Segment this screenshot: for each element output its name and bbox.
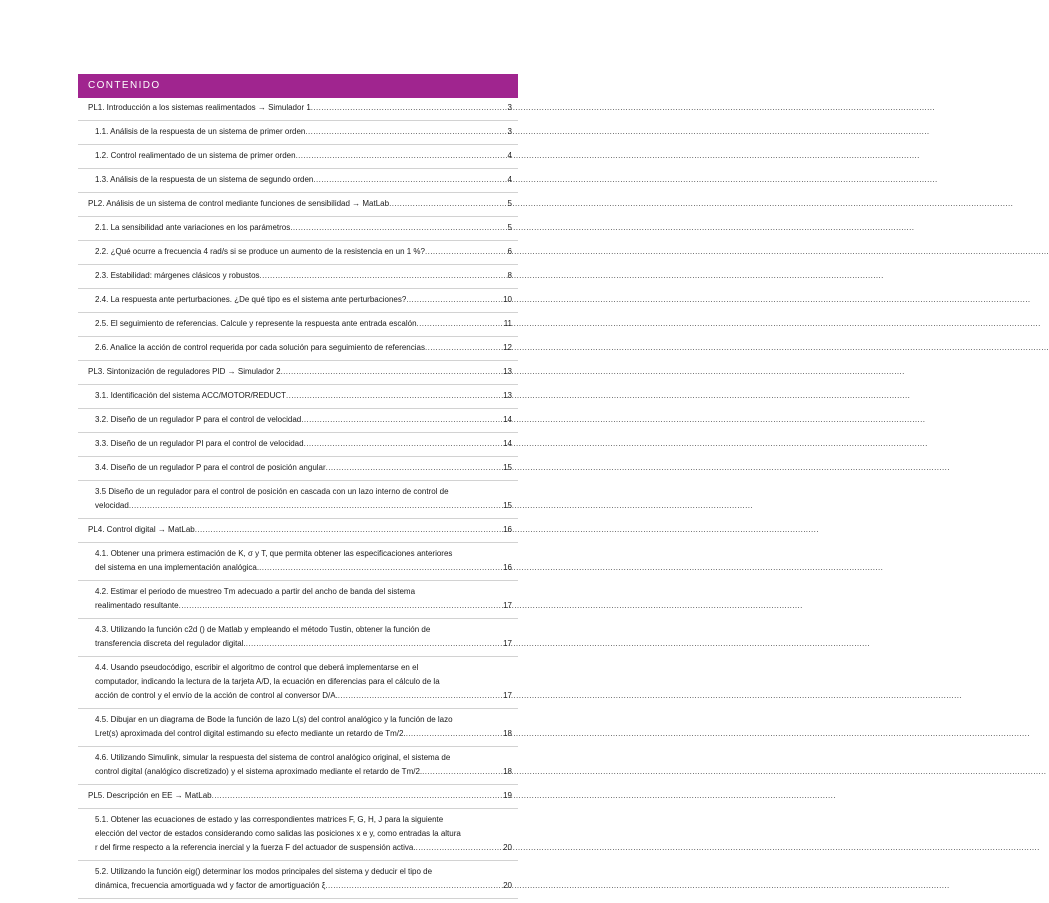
toc-section-entry[interactable] xyxy=(78,125,518,145)
dot-leader xyxy=(338,689,502,703)
toc-section-entry[interactable] xyxy=(78,245,518,265)
toc-chapter-entry[interactable] xyxy=(78,789,518,809)
toc-section-entry[interactable] xyxy=(78,547,518,581)
toc-page-number: 18 xyxy=(503,729,512,738)
toc-page-number: 13 xyxy=(503,367,512,376)
toc-section-entry[interactable] xyxy=(78,751,518,785)
toc-entry-row xyxy=(95,499,512,513)
toc-entry-row xyxy=(95,341,512,355)
toc-page-number: 16 xyxy=(503,525,512,534)
dot-leader xyxy=(406,293,502,307)
toc-page-number: 18 xyxy=(503,767,512,776)
toc-entry-row xyxy=(95,413,512,427)
dot-leader xyxy=(281,365,503,379)
toc-entry-title: 2.4. La respuesta ante perturbaciones. ¿De qué tipo es el sistema ante perturbaciones? xyxy=(95,295,407,304)
toc-section-entry[interactable] xyxy=(78,173,518,193)
dot-leader xyxy=(406,727,502,741)
toc-page-number: 5 xyxy=(507,223,512,232)
toc-entry-row xyxy=(95,437,512,451)
toc-entry-title: PL2. Análisis de un sistema de control mediante funciones de sensibilidad → MatLab xyxy=(88,199,390,208)
toc-page-number: 13 xyxy=(503,391,512,400)
toc-entry-row xyxy=(88,101,512,115)
toc-entry-row xyxy=(95,125,512,139)
toc-entry-row xyxy=(95,689,512,703)
toc-entry-row xyxy=(88,197,512,211)
toc-entry-title-line: control digital (analógico discretizado) y el sistema aproximado mediante el retardo de Tm/2. xyxy=(95,767,423,776)
toc-entry-row xyxy=(95,317,512,331)
toc-page-number: 16 xyxy=(503,563,512,572)
toc-entry-title: 1.2. Control realimentado de un sistema de primer orden xyxy=(95,151,296,160)
toc-page-number: 3 xyxy=(507,127,512,136)
dot-leader xyxy=(286,389,502,403)
toc-entry-row xyxy=(95,561,512,575)
toc-entry-title: PL5. Descripción en EE → MatLab xyxy=(88,791,212,800)
toc-entry-row xyxy=(95,461,512,475)
toc-entry-row xyxy=(95,149,512,163)
toc-section-entry[interactable] xyxy=(78,865,518,899)
toc-section-entry[interactable] xyxy=(78,623,518,657)
toc-entry-title-line: velocidad xyxy=(95,501,129,510)
table-of-contents xyxy=(78,101,518,903)
toc-section-entry[interactable] xyxy=(78,317,518,337)
toc-entry-title-line: elección del vector de estados considerando como salidas las posiciones x e y, como entradas la altura xyxy=(95,829,461,838)
toc-entry-title: 3.3. Diseño de un regulador PI para el control de velocidad xyxy=(95,439,304,448)
dot-leader xyxy=(195,523,502,537)
toc-page-number: 19 xyxy=(503,791,512,800)
toc-page-number: 3 xyxy=(507,103,512,112)
toc-page-number: 20 xyxy=(503,881,512,890)
toc-entry-title-line: 5.1. Obtener las ecuaciones de estado y las correspondientes matrices F, G, H, J para la siguiente xyxy=(95,815,444,824)
toc-page-number: 5 xyxy=(507,199,512,208)
toc-entry-title-line: r del firme respecto a la referencia inercial y la fuerza F del actuador de suspensión activa. xyxy=(95,843,416,852)
toc-section-entry[interactable] xyxy=(78,437,518,457)
dot-leader xyxy=(296,149,507,163)
toc-page-number: 14 xyxy=(503,415,512,424)
toc-entry-title-line: Lret(s) aproximada del control digital estimando su efecto mediante un retardo de Tm/2. xyxy=(95,729,406,738)
toc-entry-title: 2.6. Analice la acción de control requerida por cada solución para seguimiento de referencias xyxy=(95,343,425,352)
toc-page-number: 14 xyxy=(503,439,512,448)
toc-section-entry[interactable] xyxy=(78,813,518,861)
dot-leader xyxy=(325,879,502,893)
toc-entry-title-line: 3.5 Diseño de un regulador para el control de posición en cascada con un lazo interno de control de xyxy=(95,487,449,496)
toc-entry-row xyxy=(95,727,512,741)
toc-section-entry[interactable] xyxy=(78,485,518,519)
dot-leader xyxy=(301,413,502,427)
toc-entry-title-line: 5.2. Utilizando la función eig() determinar los modos principales del sistema y deducir el tipo de xyxy=(95,867,433,876)
toc-entry-title: 2.5. El seguimiento de referencias. Calcule y represente la respuesta ante entrada escalón xyxy=(95,319,417,328)
toc-entry-row xyxy=(95,879,512,893)
toc-section-entry[interactable] xyxy=(78,661,518,709)
dot-leader xyxy=(417,317,503,331)
contents-header: CONTENIDO xyxy=(78,74,518,98)
toc-section-entry[interactable] xyxy=(78,341,518,361)
toc-entry-row xyxy=(95,841,512,855)
toc-chapter-entry[interactable] xyxy=(78,101,518,121)
toc-page-number: 11 xyxy=(503,319,512,328)
toc-page-number: 12 xyxy=(503,343,512,352)
toc-page-number: 17 xyxy=(503,601,512,610)
toc-entry-title-line: dinámica, frecuencia amortiguada wd y factor de amortiguación ξ xyxy=(95,881,326,890)
toc-section-entry[interactable] xyxy=(78,461,518,481)
toc-page-number: 10 xyxy=(503,295,512,304)
dot-leader xyxy=(212,789,502,803)
toc-page-number: 20 xyxy=(503,843,512,852)
dot-leader xyxy=(305,125,506,139)
toc-entry-title: 1.1. Análisis de la respuesta de un sistema de primer orden xyxy=(95,127,306,136)
toc-page-number: 4 xyxy=(507,175,512,184)
toc-entry-title: 1.3. Análisis de la respuesta de un sistema de segundo orden xyxy=(95,175,314,184)
dot-leader xyxy=(259,561,502,575)
dot-leader xyxy=(313,173,506,187)
toc-entry-title-line: 4.4. Usando pseudocódigo, escribir el algoritmo de control que deberá implementarse en el xyxy=(95,663,419,672)
toc-section-entry[interactable] xyxy=(78,389,518,409)
toc-entry-title-line: del sistema en una implementación analógica. xyxy=(95,563,260,572)
toc-entry-row xyxy=(95,269,512,283)
dot-leader xyxy=(416,841,502,855)
dot-leader xyxy=(326,461,502,475)
toc-entry-title-line: transferencia discreta del regulador digital. xyxy=(95,639,246,648)
dot-leader xyxy=(425,341,502,355)
toc-entry-row xyxy=(95,245,512,259)
toc-entry-title-line: 4.3. Utilizando la función c2d () de Matlab y empleando el método Tustin, obtener la función de xyxy=(95,625,431,634)
toc-entry-title-line: computador, indicando la lectura de la tarjeta A/D, la ecuación en diferencias para el cálculo de la xyxy=(95,677,440,686)
toc-section-entry[interactable] xyxy=(78,221,518,241)
toc-entry-row xyxy=(95,637,512,651)
toc-chapter-entry[interactable] xyxy=(78,365,518,385)
toc-page-number: 6 xyxy=(507,247,512,256)
toc-entry-title-line: 4.2. Estimar el periodo de muestreo Tm adecuado a partir del ancho de banda del sistema xyxy=(95,587,416,596)
toc-entry-title-line: realimentado resultante xyxy=(95,601,179,610)
dot-leader xyxy=(304,437,503,451)
toc-entry-title-line: 4.1. Obtener una primera estimación de K, σ y T, que permita obtener las especificaciones anteriores xyxy=(95,549,453,558)
toc-entry-title-line: 4.5. Dibujar en un diagrama de Bode la función de lazo L(s) del control analógico y la función de lazo xyxy=(95,715,453,724)
toc-entry-title: PL4. Control digital → MatLab xyxy=(88,525,195,534)
toc-section-entry[interactable] xyxy=(78,269,518,289)
toc-page-number: 15 xyxy=(503,501,512,510)
dot-leader xyxy=(425,245,507,259)
toc-entry-row xyxy=(95,389,512,403)
toc-page-number: 17 xyxy=(503,691,512,700)
toc-section-entry[interactable] xyxy=(78,585,518,619)
toc-section-entry[interactable] xyxy=(78,713,518,747)
dot-leader xyxy=(311,101,507,115)
toc-entry-title: 2.3. Estabilidad: márgenes clásicos y robustos xyxy=(95,271,260,280)
toc-entry-row xyxy=(88,365,512,379)
toc-page-number: 17 xyxy=(503,639,512,648)
dot-leader xyxy=(389,197,506,211)
toc-entry-title-line: acción de control y el envío de la acción de control al conversor D/A. xyxy=(95,691,338,700)
toc-entry-title: PL1. Introducción a los sistemas realimentados → Simulador 1 xyxy=(88,103,311,112)
toc-chapter-entry[interactable] xyxy=(78,197,518,217)
toc-page-number: 15 xyxy=(503,463,512,472)
toc-section-entry[interactable] xyxy=(78,413,518,433)
dot-leader xyxy=(129,499,502,513)
dot-leader xyxy=(246,637,502,651)
toc-entry-row xyxy=(95,599,512,613)
toc-page-number: 4 xyxy=(507,151,512,160)
toc-entry-row xyxy=(88,523,512,537)
toc-entry-row xyxy=(95,293,512,307)
toc-entry-title-line: 4.6. Utilizando Simulink, simular la respuesta del sistema de control analógico original, el sistema de xyxy=(95,753,451,762)
dot-leader xyxy=(422,765,502,779)
toc-entry-row xyxy=(88,789,512,803)
toc-entry-title: 2.2. ¿Qué ocurre a frecuencia 4 rad/s si se produce un aumento de la resistencia en un 1 %? xyxy=(95,247,425,256)
dot-leader xyxy=(260,269,507,283)
toc-entry-title: 3.2. Diseño de un regulador P para el control de velocidad xyxy=(95,415,302,424)
toc-entry-row xyxy=(95,173,512,187)
toc-section-entry[interactable] xyxy=(78,149,518,169)
toc-entry-row xyxy=(95,221,512,235)
toc-entry-title: 3.1. Identificación del sistema ACC/MOTOR/REDUCT xyxy=(95,391,287,400)
toc-chapter-entry[interactable] xyxy=(78,523,518,543)
toc-section-entry[interactable] xyxy=(78,293,518,313)
toc-entry-title: PL3. Sintonización de reguladores PID → Simulador 2 xyxy=(88,367,281,376)
toc-entry-title: 3.4. Diseño de un regulador P para el control de posición angular xyxy=(95,463,326,472)
toc-entry-row xyxy=(95,765,512,779)
dot-leader xyxy=(179,599,502,613)
toc-page-number: 8 xyxy=(507,271,512,280)
dot-leader xyxy=(290,221,506,235)
toc-entry-title: 2.1. La sensibilidad ante variaciones en los parámetros xyxy=(95,223,291,232)
